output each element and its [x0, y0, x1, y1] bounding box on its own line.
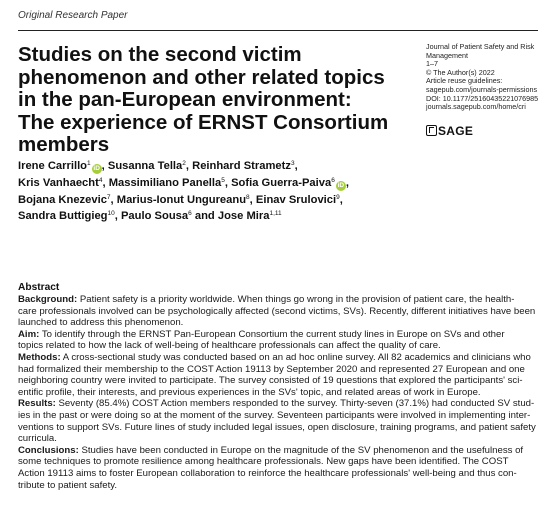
abstract-section-label: Background:	[18, 294, 78, 305]
author-name[interactable]: Bojana Knezevic	[18, 194, 107, 206]
abstract-line	[18, 398, 536, 410]
title-line: in the pan-European environment:	[18, 88, 352, 111]
copyright: © The Author(s) 2022	[426, 67, 495, 77]
journal-name: Journal of Patient Safety and Risk	[426, 42, 535, 51]
author-name[interactable]: Sandra Buttigieg	[18, 210, 108, 223]
abstract-section-label: Results:	[18, 398, 56, 410]
orcid-icon[interactable]: iD	[93, 165, 100, 172]
author-affiliation: 8	[246, 194, 250, 201]
abstract-text: tribute to patient safety.	[18, 479, 118, 491]
orcid-icon[interactable]: iD	[337, 182, 345, 189]
abstract-text: Seventy (85.4%) COST Action members responded to the survey. Thirty-seven (37.1%) had conducted SV stud-	[58, 398, 535, 410]
abstract-text: Action 19113 aims to foster European collaboration to reinforce the healthcare professionals' well-being and thus con-	[18, 467, 517, 479]
abstract-text: topics related to how the lack of well-being of healthcare professionals can affect the quality of care.	[18, 340, 441, 352]
abstract-line	[18, 433, 536, 445]
abstract-section-label: Aim:	[18, 328, 40, 340]
author-name[interactable]: Einav Srulovici	[255, 194, 337, 206]
abstract-section-label: Methods:	[18, 351, 61, 363]
abstract-line	[18, 375, 536, 387]
abstract-line	[18, 410, 536, 422]
author-separator: ,	[114, 210, 118, 223]
author-name[interactable]: Jose Mira	[217, 210, 270, 223]
abstract-line	[18, 340, 536, 352]
author-affiliation: 5	[221, 177, 225, 184]
abstract-line	[18, 364, 536, 376]
author-affiliation: 6	[331, 177, 335, 184]
abstract-text: some techniques to promote resilience among healthcare professionals. New gaps have been identified. The COST	[18, 456, 509, 468]
author-separator: ,	[294, 160, 298, 172]
abstract-line	[18, 445, 536, 457]
author-name[interactable]: Paulo Sousa	[120, 210, 189, 223]
author-affiliation: 2	[182, 160, 186, 167]
abstract-text: A cross-sectional study was conducted based on an ad hoc online survey. All 82 academics and clinicians who	[62, 351, 531, 363]
author-line	[18, 207, 488, 223]
abstract-body	[18, 294, 536, 491]
abstract-line	[18, 352, 536, 364]
abstract-line	[18, 422, 536, 434]
abstract-text: Studies have been conducted in Europe on the magnitude of the SV phenomenon and the usefulness of	[81, 444, 524, 456]
abstract-line	[18, 306, 536, 318]
author-separator: ,	[102, 177, 106, 189]
abstract-line	[18, 317, 536, 329]
title-line: members	[18, 133, 110, 156]
author-separator: ,	[339, 194, 343, 206]
author-name[interactable]: Massimiliano Panella	[108, 177, 222, 189]
author-affiliation: 1,11	[269, 210, 282, 218]
abstract-line	[18, 294, 536, 306]
paper-type-label: Original Research Paper	[18, 10, 128, 21]
author-separator: ,	[249, 194, 253, 206]
author-affiliation: 6	[188, 210, 192, 218]
author-line	[18, 157, 488, 174]
journal-metadata	[426, 43, 551, 112]
author-affiliation: 10	[107, 210, 115, 218]
abstract-line	[18, 480, 536, 492]
journal-name-cont: Management	[426, 50, 468, 60]
abstract-text: entific profile, their interests, and previous experiences in the SVs' topic, and related areas of work in Europe.	[18, 386, 481, 398]
author-name[interactable]: Reinhard Strametz	[192, 160, 291, 172]
permissions-link[interactable]: sagepub.com/journals-permissions	[426, 84, 538, 94]
author-separator: ,	[345, 177, 349, 189]
author-separator: ,	[110, 194, 114, 206]
abstract-text: care professionals involved can be psychologically affected (second victims, SVs). Recently, different initiatives have been	[18, 305, 536, 317]
author-affiliation: 9	[336, 194, 340, 201]
author-separator: ,	[185, 160, 189, 172]
author-separator: ,	[224, 177, 228, 189]
doi[interactable]: DOI: 10.1177/25160435221076985	[426, 93, 539, 103]
abstract-line	[18, 456, 536, 468]
header-rule	[18, 30, 538, 31]
title-line: phenomenon and other related topics	[18, 65, 385, 89]
publisher-name: SAGE	[438, 124, 474, 138]
page-range: 1–7	[426, 59, 438, 69]
abstract-text: ventions to support SVs. Future lines of study included legal issues, open disclosure, training programs, and patient safety	[18, 421, 536, 433]
author-line	[18, 174, 488, 191]
abstract-line	[18, 329, 536, 341]
abstract-heading: Abstract	[18, 282, 60, 293]
reuse-guidelines: Article reuse guidelines:	[426, 76, 503, 86]
author-name[interactable]: Marius-Ionut Ungureanu	[116, 194, 247, 206]
sage-logo-icon	[426, 125, 437, 136]
abstract-text: ies in the past or were doing so at the moment of the survey. Seventeen participants were involved in implementing inter-	[18, 409, 531, 421]
author-affiliation: 1	[87, 160, 91, 167]
paper-title	[18, 44, 413, 157]
author-affiliation: 7	[106, 194, 111, 201]
title-line: The experience of ERNST Consortium	[18, 110, 389, 134]
journal-home-link[interactable]: journals.sagepub.com/home/cri	[426, 102, 526, 112]
author-list	[18, 157, 488, 223]
abstract-text: To identify through the ERNST Pan-European Consortium the current study lines in Europe on SVs and other	[41, 328, 505, 340]
author-affiliation: 3	[290, 160, 295, 167]
abstract-text: curricula.	[18, 433, 57, 445]
abstract-text: Patient safety is a priority worldwide. When things go wrong in the provision of patient care, the health-	[79, 294, 515, 305]
abstract-section-label: Conclusions:	[18, 444, 79, 456]
abstract-line	[18, 387, 536, 399]
author-line	[18, 191, 488, 207]
abstract-text: had formalized their membership to the COST Action 19113 by September 2020 and represented 27 European and one	[18, 363, 525, 375]
abstract-text: neighboring country were invited to participate. The survey consisted of 19 questions that explored the participants' sci-	[18, 375, 523, 387]
author-separator: ,	[101, 160, 105, 172]
author-name[interactable]: Kris Vanhaecht	[18, 177, 99, 189]
author-name[interactable]: Sofia Guerra-Paiva	[231, 177, 332, 189]
abstract-line	[18, 468, 536, 480]
sage-logo	[426, 124, 473, 138]
author-separator: and	[191, 210, 215, 223]
author-name[interactable]: Irene Carrillo	[18, 160, 88, 172]
author-affiliation: 4	[98, 177, 103, 184]
title-line: Studies on the second victim	[18, 43, 302, 66]
author-name[interactable]: Susanna Tella	[107, 160, 183, 172]
abstract-text: launched to address this phenomenon.	[18, 317, 184, 329]
